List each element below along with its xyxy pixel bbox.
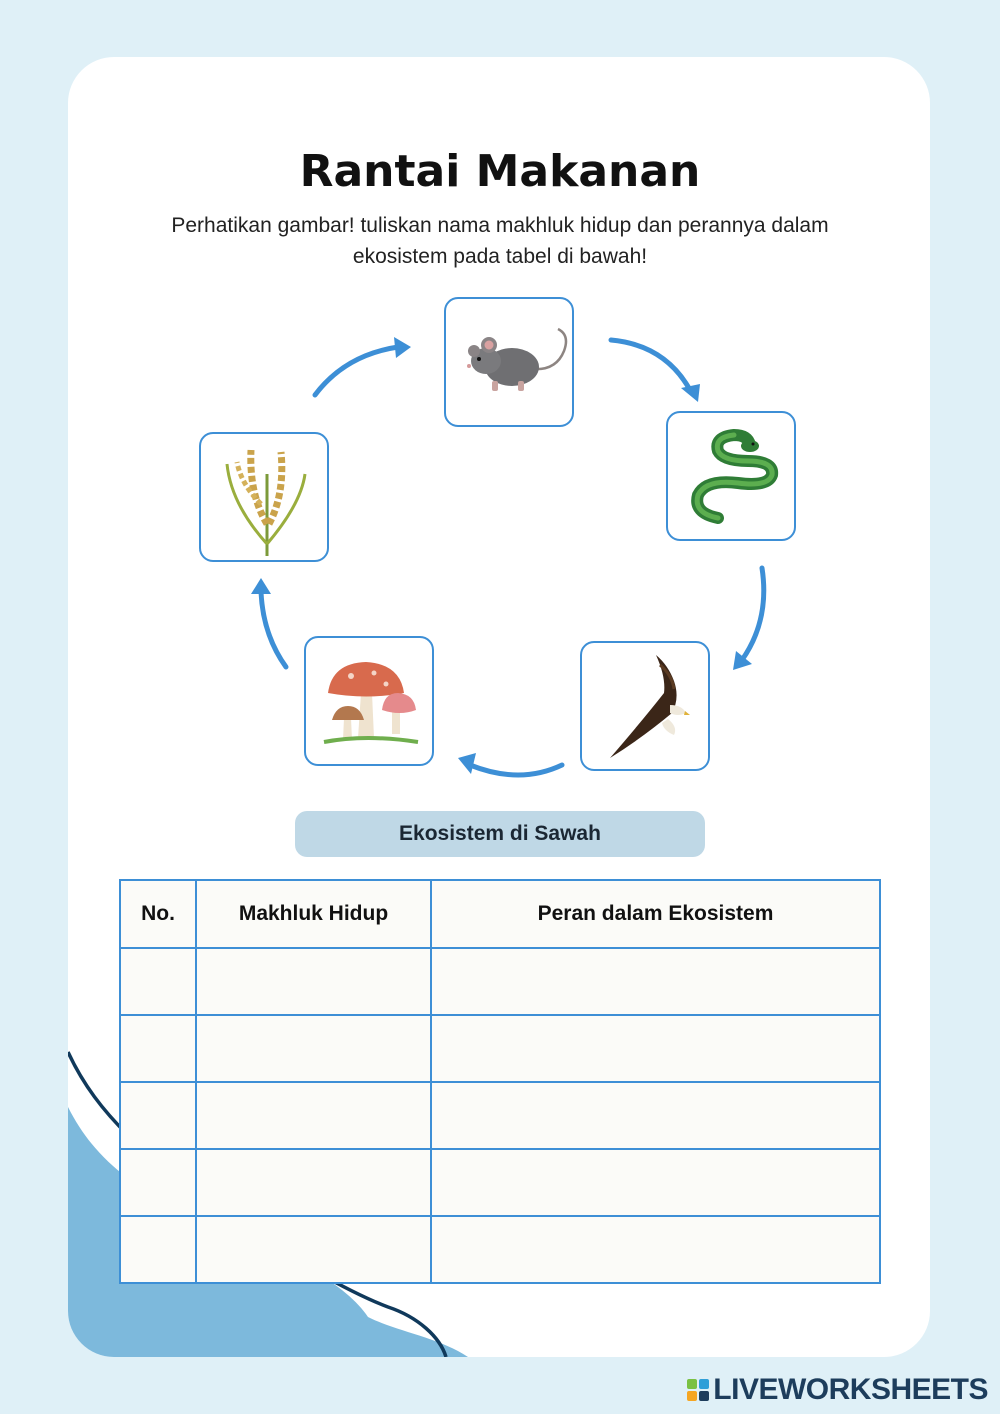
table-cell-organism[interactable] (196, 1015, 431, 1082)
snake-icon (668, 413, 793, 538)
table-cell-no[interactable] (120, 1015, 196, 1082)
column-header-role: Peran dalam Ekosistem (431, 880, 880, 948)
chain-box-rat (444, 297, 574, 427)
column-header-organism: Makhluk Hidup (196, 880, 431, 948)
table-row (120, 1216, 880, 1283)
table-row (120, 1082, 880, 1149)
logo-text: LIVEWORKSHEETS (713, 1373, 988, 1406)
table-cell-organism[interactable] (196, 1149, 431, 1216)
column-header-no: No. (120, 880, 196, 948)
section-label: Ekosistem di Sawah (295, 811, 705, 857)
eagle-icon (582, 643, 707, 768)
table-cell-role[interactable] (431, 1149, 880, 1216)
chain-box-rice (199, 432, 329, 562)
table-cell-organism[interactable] (196, 1216, 431, 1283)
table-row (120, 1015, 880, 1082)
chain-box-mushroom (304, 636, 434, 766)
liveworksheets-logo[interactable] (687, 1374, 988, 1406)
instruction-text: Perhatikan gambar! tuliskan nama makhluk hidup dan perannya dalam ekosistem pada tabel di bawah! (171, 214, 829, 268)
chain-box-snake (666, 411, 796, 541)
table-row (120, 948, 880, 1015)
table-cell-role[interactable] (431, 948, 880, 1015)
table-cell-role[interactable] (431, 1082, 880, 1149)
table-cell-no[interactable] (120, 948, 196, 1015)
table-cell-organism[interactable] (196, 948, 431, 1015)
logo-mark-icon (687, 1379, 709, 1401)
table-cell-no[interactable] (120, 1149, 196, 1216)
chain-box-eagle (580, 641, 710, 771)
table-cell-role[interactable] (431, 1015, 880, 1082)
table-cell-organism[interactable] (196, 1082, 431, 1149)
page-title: Rantai Makanan (299, 146, 701, 197)
table-header-row (120, 880, 880, 948)
table-row (120, 1149, 880, 1216)
table-cell-no[interactable] (120, 1082, 196, 1149)
ecosystem-table (119, 879, 881, 1284)
table-cell-role[interactable] (431, 1216, 880, 1283)
rice-plant-icon (201, 434, 326, 559)
table-cell-no[interactable] (120, 1216, 196, 1283)
mushroom-icon (306, 638, 431, 763)
rat-icon (446, 299, 571, 424)
